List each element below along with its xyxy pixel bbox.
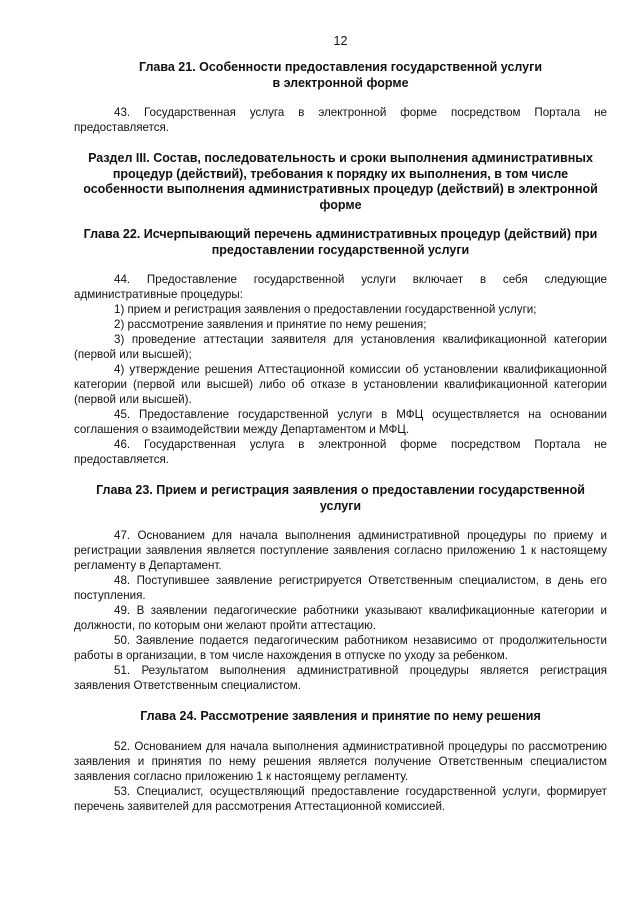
chapter-24-heading: Глава 24. Рассмотрение заявления и принятие по нему решения xyxy=(140,709,541,723)
page-number: 12 xyxy=(333,34,348,48)
paragraph-48: 48. Поступившее заявление регистрируется Ответственным специалистом, в день его поступления. xyxy=(74,574,607,602)
paragraph-53: 53. Специалист, осуществляющий предоставление государственной услуги, формирует перечень заявителей для рассмотрения Аттестационной комиссией. xyxy=(74,784,607,813)
paragraph-44: 44. Предоставление государственной услуги включает в себя следующие административные процедуры: xyxy=(74,273,607,301)
chapter-21-title-line1: Глава 21. Особенности предоставления государственной услуги xyxy=(138,60,543,74)
section-3-heading: Раздел III. Состав, последовательность и сроки выполнения административных процедур (действий), требования к порядку их выполнения, в том числе особенности выполнения административных процедур (действий) в электронной форме xyxy=(83,151,598,212)
chapter-22-heading: Глава 22. Исчерпывающий перечень административных процедур (действий) при предоставлении государственной услуги xyxy=(83,227,598,257)
paragraph-43: 43. Государственная услуга в электронной форме посредством Портала не предоставляется. xyxy=(74,106,607,134)
paragraph-45: 45. Предоставление государственной услуги в МФЦ осуществляется на основании соглашения о взаимодействии между Департаментом и МФЦ. xyxy=(74,408,607,436)
list-item: 1) прием и регистрация заявления о предоставлении государственной услуги; xyxy=(114,303,537,316)
chapter-21-heading xyxy=(82,60,599,91)
paragraph-46: 46. Государственная услуга в электронной форме посредством Портала не предоставляется. xyxy=(74,438,607,466)
paragraph-50: 50. Заявление подается педагогическим работником независимо от продолжительности работы в организации, в том числе нахождения в отпуске по уходу за ребенком. xyxy=(74,634,607,662)
paragraph-47: 47. Основанием для начала выполнения административной процедуры по приему и регистрации заявления является поступление заявления согласно приложению 1 к настоящему регламенту в Департамент. xyxy=(74,529,607,572)
paragraph-52: 52. Основанием для начала выполнения административной процедуры по рассмотрению заявления и принятия по нему решения является получение Ответственным специалистом заявления согласно приложению 1 к настоящему регламенту. xyxy=(74,739,607,783)
chapter-23-heading: Глава 23. Прием и регистрация заявления о предоставлении государственной услуги xyxy=(96,483,585,513)
list-item: 4) утверждение решения Аттестационной комиссии об установлении квалификационной категории (первой или высшей) либо об отказе в установлении квалификационной категории (первой или высшей). xyxy=(74,363,607,406)
chapter-21-title-line2: в электронной форме xyxy=(272,75,409,90)
paragraph-51: 51. Результатом выполнения административной процедуры является регистрация заявления Ответственным специалистом. xyxy=(74,664,607,692)
list-item: 3) проведение аттестации заявителя для установления квалификационной категории (первой или высшей); xyxy=(74,333,607,361)
list-item: 2) рассмотрение заявления и принятие по нему решения; xyxy=(114,318,427,331)
document-page xyxy=(74,34,607,814)
paragraph-49: 49. В заявлении педагогические работники указывают квалификационные категории и должности, по которым они желают пройти аттестацию. xyxy=(74,604,607,632)
